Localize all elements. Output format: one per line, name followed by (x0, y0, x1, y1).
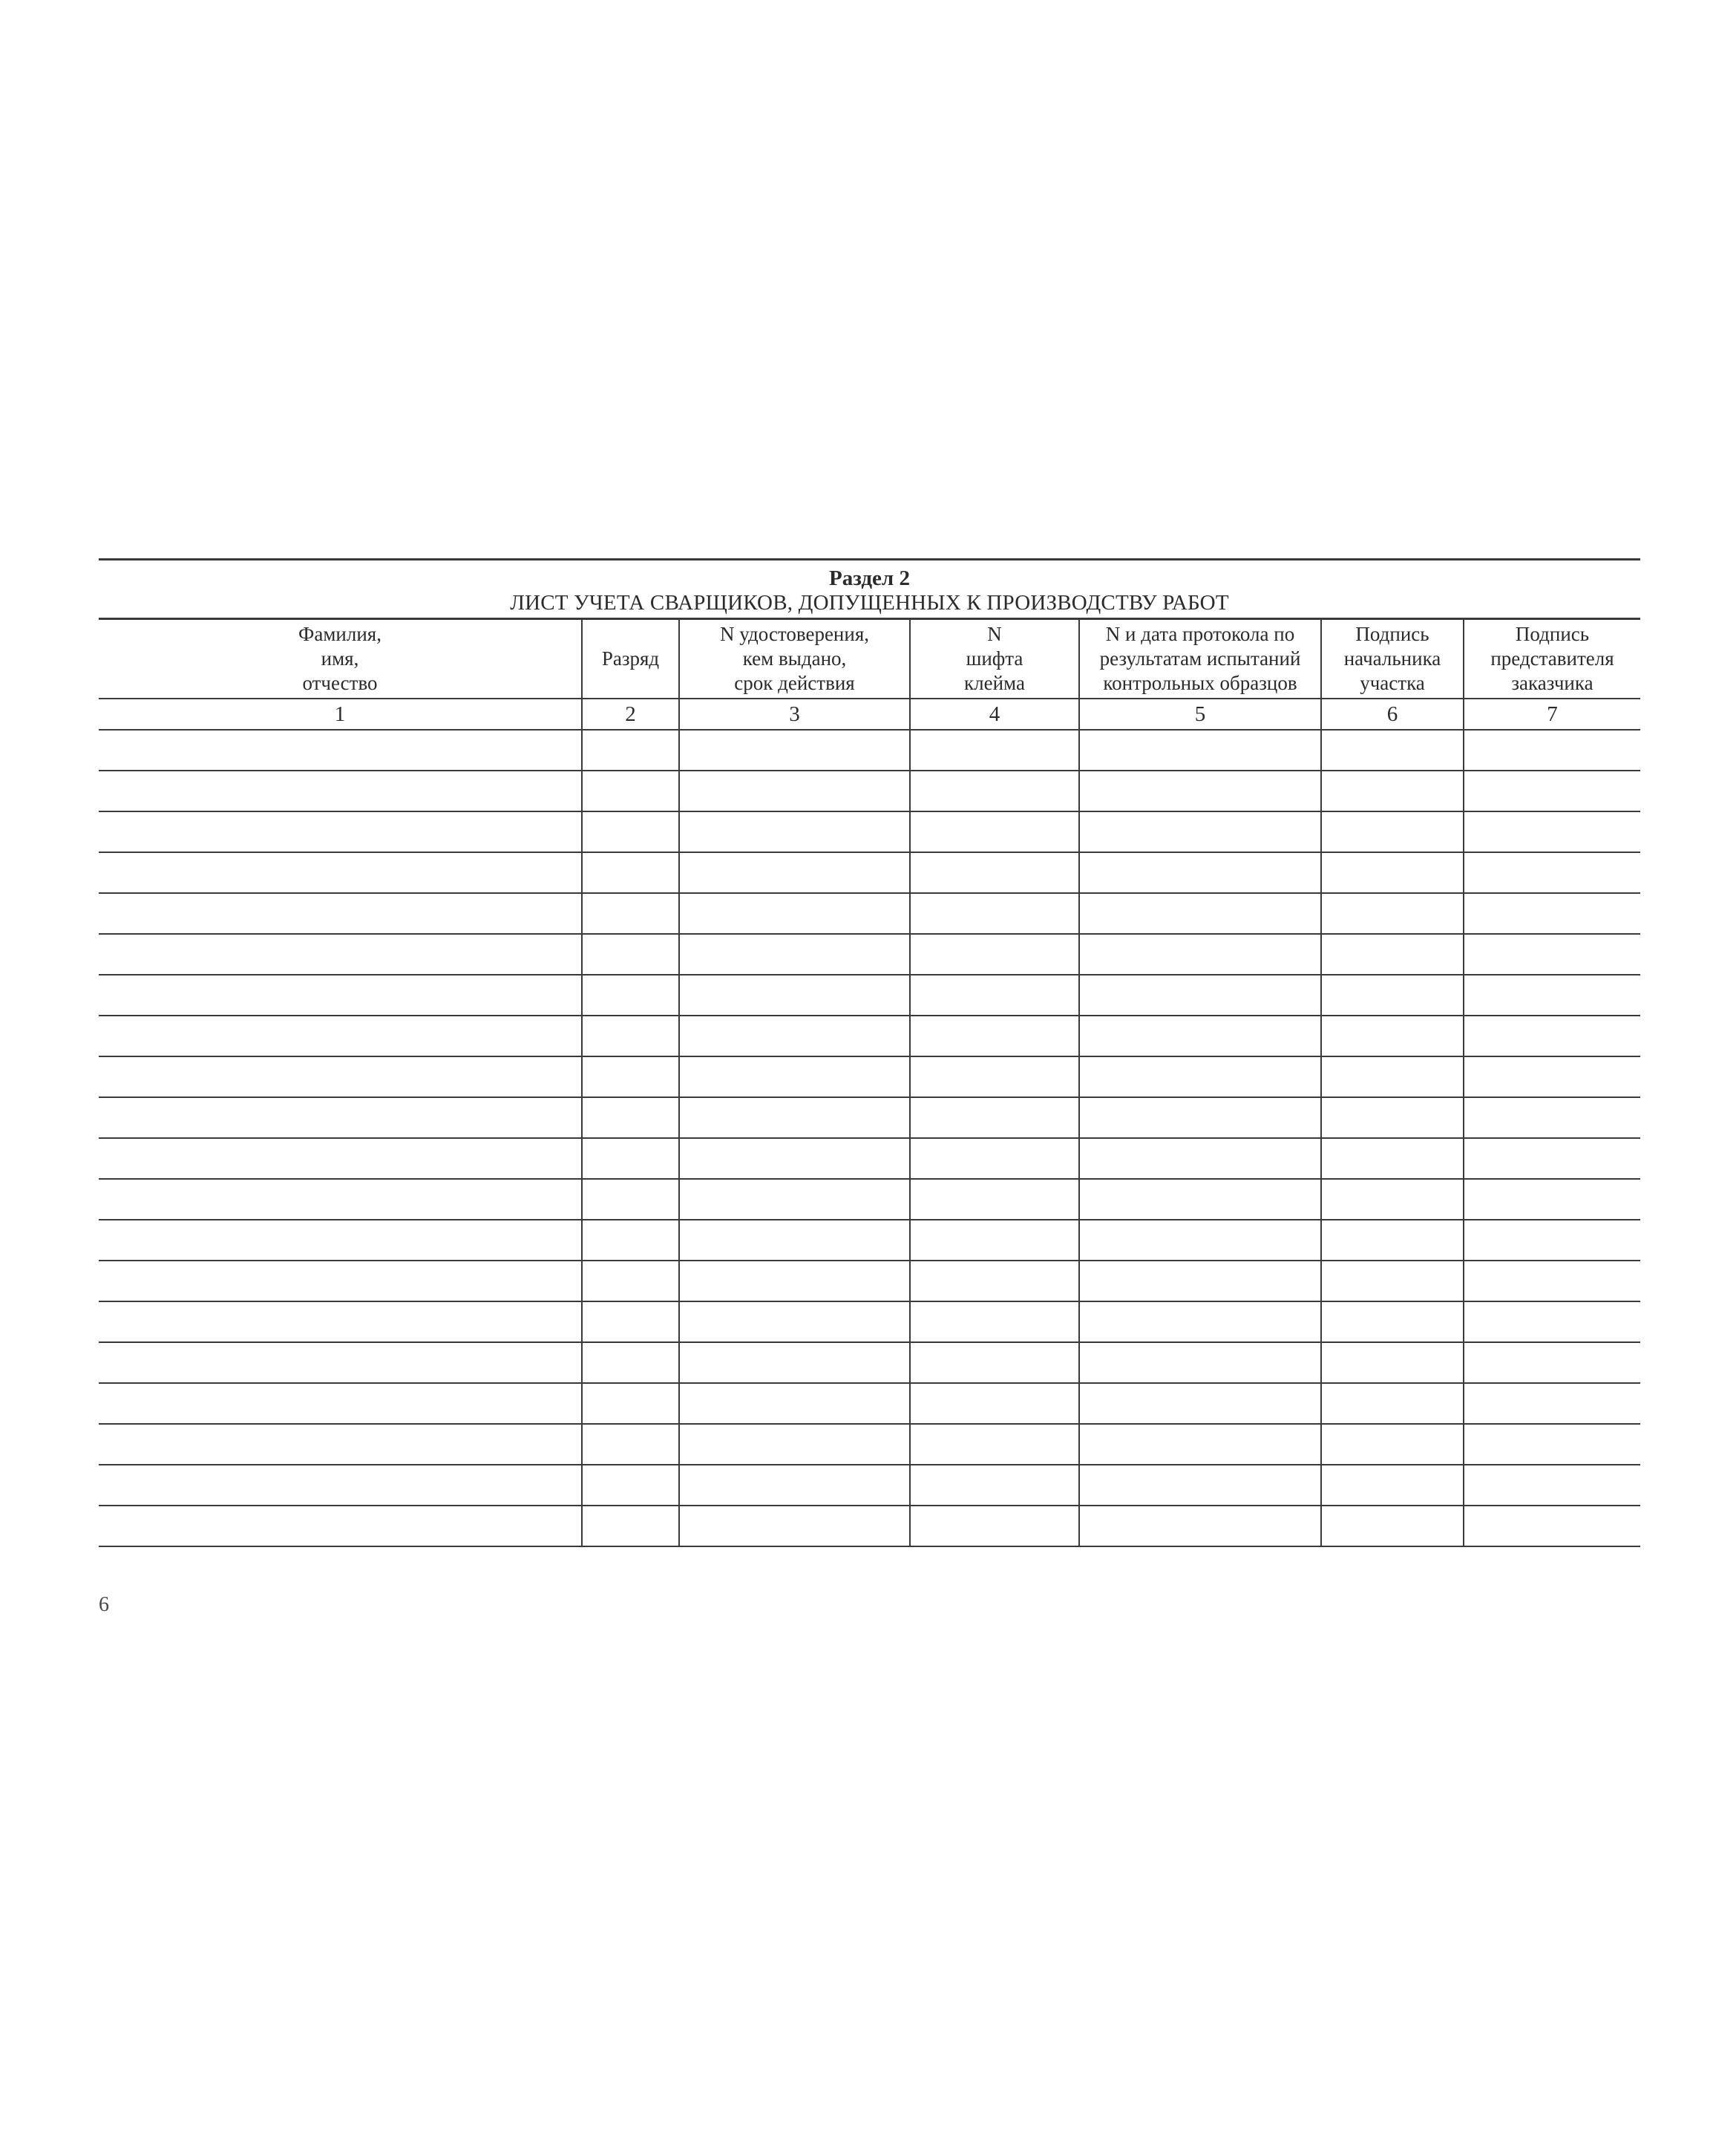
table-cell[interactable] (582, 1138, 679, 1179)
column-header-line: участка (1360, 672, 1425, 694)
table-cell[interactable] (1079, 1342, 1321, 1383)
table-cell[interactable] (99, 893, 582, 934)
table-cell[interactable] (1079, 934, 1321, 975)
column-header-line: заказчика (1511, 672, 1593, 694)
column-header-1 (99, 619, 582, 699)
column-header-line: Подпись (1515, 623, 1590, 645)
table-cell[interactable] (910, 1506, 1079, 1546)
table-cell[interactable] (679, 1016, 910, 1056)
table-cell[interactable] (1464, 1138, 1640, 1179)
table-cell[interactable] (582, 771, 679, 811)
table-cell[interactable] (910, 893, 1079, 934)
table-cell[interactable] (1464, 771, 1640, 811)
table-row (99, 771, 1640, 811)
table-cell[interactable] (910, 730, 1079, 771)
table-cell[interactable] (1321, 1301, 1464, 1342)
column-number-1: 1 (99, 699, 582, 730)
table-cell[interactable] (1464, 1261, 1640, 1301)
table-cell[interactable] (1464, 730, 1640, 771)
table-cell[interactable] (99, 730, 582, 771)
table-cell[interactable] (679, 975, 910, 1016)
table-row (99, 1220, 1640, 1261)
column-header-7 (1464, 619, 1640, 699)
column-number-6: 6 (1321, 699, 1464, 730)
table-cell[interactable] (1321, 1220, 1464, 1261)
table-cell[interactable] (1321, 1424, 1464, 1465)
table-cell[interactable] (99, 852, 582, 893)
table-cell[interactable] (1321, 1097, 1464, 1138)
column-header-line: N удостоверения, (719, 623, 869, 645)
column-number-3: 3 (679, 699, 910, 730)
table-cell[interactable] (582, 1179, 679, 1220)
table-row (99, 1179, 1640, 1220)
table-row (99, 811, 1640, 852)
table-cell[interactable] (1079, 893, 1321, 934)
table-cell[interactable] (910, 811, 1079, 852)
table-cell[interactable] (910, 934, 1079, 975)
table-cell[interactable] (1321, 730, 1464, 771)
table-cell[interactable] (1321, 975, 1464, 1016)
table-row (99, 1261, 1640, 1301)
table-cell[interactable] (99, 1424, 582, 1465)
table-cell[interactable] (679, 1138, 910, 1179)
column-header-line: срок действия (734, 672, 855, 694)
column-header-line: отчество (302, 672, 378, 694)
table-cell[interactable] (679, 730, 910, 771)
table-cell[interactable] (1464, 852, 1640, 893)
column-header-line: N и дата протокола по (1105, 623, 1295, 645)
table-cell[interactable] (679, 1261, 910, 1301)
table-cell[interactable] (679, 893, 910, 934)
table-row (99, 1383, 1640, 1424)
table-cell[interactable] (679, 1465, 910, 1506)
column-header-line: Фамилия, (298, 623, 381, 645)
table-cell[interactable] (910, 1424, 1079, 1465)
table-cell[interactable] (679, 1301, 910, 1342)
table-cell[interactable] (910, 1301, 1079, 1342)
table-cell[interactable] (1464, 975, 1640, 1016)
table-row (99, 1465, 1640, 1506)
table-cell[interactable] (99, 1016, 582, 1056)
table-cell[interactable] (1321, 1261, 1464, 1301)
table-cell[interactable] (1079, 1465, 1321, 1506)
column-header-line: шифта (966, 647, 1023, 670)
table-cell[interactable] (910, 1261, 1079, 1301)
table-cell[interactable] (582, 1261, 679, 1301)
table-row (99, 1301, 1640, 1342)
column-header-line: начальника (1343, 647, 1441, 670)
table-cell[interactable] (1079, 1383, 1321, 1424)
table-cell[interactable] (99, 934, 582, 975)
column-header-5 (1079, 619, 1321, 699)
table-cell[interactable] (1464, 811, 1640, 852)
table-cell[interactable] (1079, 1138, 1321, 1179)
table-cell[interactable] (99, 771, 582, 811)
table-cell[interactable] (1079, 730, 1321, 771)
table-row (99, 852, 1640, 893)
table-cell[interactable] (1321, 852, 1464, 893)
column-headers (99, 619, 1640, 699)
table-cell[interactable] (99, 1261, 582, 1301)
table-cell[interactable] (582, 1424, 679, 1465)
table-cell[interactable] (582, 1383, 679, 1424)
table-cell[interactable] (910, 1383, 1079, 1424)
table-cell[interactable] (1321, 1056, 1464, 1097)
welders-record-sheet (99, 558, 1640, 1547)
table-cell[interactable] (910, 1097, 1079, 1138)
table-cell[interactable] (99, 1301, 582, 1342)
table-cell[interactable] (1079, 771, 1321, 811)
table-cell[interactable] (910, 771, 1079, 811)
column-header-line: кем выдано, (742, 647, 847, 670)
table-row (99, 934, 1640, 975)
table-cell[interactable] (910, 1220, 1079, 1261)
table-cell[interactable] (910, 1056, 1079, 1097)
column-header-line: имя, (321, 647, 359, 670)
table-cell[interactable] (1464, 1301, 1640, 1342)
table-cell[interactable] (1464, 1342, 1640, 1383)
column-header-6 (1321, 619, 1464, 699)
table-cell[interactable] (1321, 1179, 1464, 1220)
table-cell[interactable] (679, 1383, 910, 1424)
column-header-line: Разряд (601, 647, 660, 670)
table-cell[interactable] (1464, 1097, 1640, 1138)
table-cell[interactable] (99, 811, 582, 852)
table-cell[interactable] (1079, 1301, 1321, 1342)
table-row (99, 1138, 1640, 1179)
table-cell[interactable] (1464, 893, 1640, 934)
table-row (99, 1424, 1640, 1465)
table-row (99, 1342, 1640, 1383)
column-header-line: представителя (1490, 647, 1614, 670)
table-cell[interactable] (1079, 1056, 1321, 1097)
table-cell[interactable] (99, 1506, 582, 1546)
table-cell[interactable] (679, 934, 910, 975)
table-cell[interactable] (1321, 1383, 1464, 1424)
table-cell[interactable] (679, 1220, 910, 1261)
section-label: Раздел 2 (829, 566, 910, 590)
table-cell[interactable] (582, 1506, 679, 1546)
table-cell[interactable] (582, 893, 679, 934)
table-cell[interactable] (910, 1342, 1079, 1383)
table-cell[interactable] (679, 1097, 910, 1138)
table-cell[interactable] (1321, 771, 1464, 811)
table-row (99, 730, 1640, 771)
table-cell[interactable] (679, 1342, 910, 1383)
table-cell[interactable] (679, 1424, 910, 1465)
table-cell[interactable] (679, 852, 910, 893)
table-cell[interactable] (1464, 1506, 1640, 1546)
table-cell[interactable] (1321, 934, 1464, 975)
table-cell[interactable] (99, 1097, 582, 1138)
column-number-4: 4 (910, 699, 1079, 730)
table-cell[interactable] (582, 1056, 679, 1097)
table-cell[interactable] (1321, 1506, 1464, 1546)
table-cell[interactable] (582, 1465, 679, 1506)
table-cell[interactable] (582, 1220, 679, 1261)
column-header-2 (582, 619, 679, 699)
table-cell[interactable] (679, 1506, 910, 1546)
table-cell[interactable] (1079, 1261, 1321, 1301)
table-cell[interactable] (679, 1056, 910, 1097)
table-cell[interactable] (1079, 1424, 1321, 1465)
column-header-line: клейма (964, 672, 1025, 694)
table-cell[interactable] (1321, 811, 1464, 852)
table-cell[interactable] (1464, 1220, 1640, 1261)
table-cell[interactable] (99, 975, 582, 1016)
table-cell[interactable] (1079, 1016, 1321, 1056)
table-cell[interactable] (910, 1016, 1079, 1056)
table-cell[interactable] (910, 1179, 1079, 1220)
table-cell[interactable] (582, 852, 679, 893)
column-number-5: 5 (1079, 699, 1321, 730)
table-cell[interactable] (1079, 1179, 1321, 1220)
table-cell[interactable] (582, 1016, 679, 1056)
table-cell[interactable] (1464, 1179, 1640, 1220)
table-cell[interactable] (99, 1342, 582, 1383)
column-header-line: результатам испытаний (1099, 647, 1301, 670)
table-cell[interactable] (1321, 893, 1464, 934)
table-cell[interactable] (99, 1465, 582, 1506)
table-body (99, 730, 1640, 1546)
table-cell[interactable] (582, 811, 679, 852)
table-cell[interactable] (1079, 1220, 1321, 1261)
column-header-4 (910, 619, 1079, 699)
table-cell[interactable] (679, 1179, 910, 1220)
table-cell[interactable] (910, 975, 1079, 1016)
column-number-7: 7 (1464, 699, 1640, 730)
table-row (99, 1506, 1640, 1546)
table-cell[interactable] (99, 1220, 582, 1261)
table-cell[interactable] (1079, 1506, 1321, 1546)
table-cell[interactable] (582, 1301, 679, 1342)
table-cell[interactable] (582, 1097, 679, 1138)
table-row (99, 1056, 1640, 1097)
table-cell[interactable] (1321, 1342, 1464, 1383)
table-cell[interactable] (99, 1383, 582, 1424)
table-cell[interactable] (1321, 1138, 1464, 1179)
table-cell[interactable] (1079, 811, 1321, 852)
column-header-line: N (987, 623, 1002, 645)
table-cell[interactable] (582, 1342, 679, 1383)
table-cell[interactable] (582, 975, 679, 1016)
table-cell[interactable] (910, 1138, 1079, 1179)
table-cell[interactable] (910, 852, 1079, 893)
table-cell[interactable] (1464, 934, 1640, 975)
table-cell[interactable] (1464, 1383, 1640, 1424)
table-cell[interactable] (1321, 1465, 1464, 1506)
table-row (99, 1097, 1640, 1138)
table-cell[interactable] (1464, 1424, 1640, 1465)
table-cell[interactable] (1079, 852, 1321, 893)
table-row (99, 893, 1640, 934)
table-row (99, 1016, 1640, 1056)
welders-table (99, 558, 1640, 1547)
table-cell[interactable] (99, 1138, 582, 1179)
table-row (99, 975, 1640, 1016)
table-cell[interactable] (1464, 1465, 1640, 1506)
table-cell[interactable] (1464, 1056, 1640, 1097)
table-cell[interactable] (582, 730, 679, 771)
page-number: 6 (99, 1593, 109, 1616)
column-number-2: 2 (582, 699, 679, 730)
table-cell[interactable] (1079, 1097, 1321, 1138)
section-header (99, 560, 1640, 619)
table-cell[interactable] (1079, 975, 1321, 1016)
table-cell[interactable] (679, 771, 910, 811)
section-title: ЛИСТ УЧЕТА СВАРЩИКОВ, ДОПУЩЕННЫХ К ПРОИЗВОДСТВУ РАБОТ (510, 590, 1229, 615)
table-cell[interactable] (910, 1465, 1079, 1506)
table-cell[interactable] (582, 934, 679, 975)
column-header-3 (679, 619, 910, 699)
table-cell[interactable] (99, 1179, 582, 1220)
column-numbers (99, 699, 1640, 730)
column-header-line: контрольных образцов (1103, 672, 1297, 694)
table-cell[interactable] (99, 1056, 582, 1097)
table-cell[interactable] (1464, 1016, 1640, 1056)
table-cell[interactable] (1321, 1016, 1464, 1056)
table-cell[interactable] (679, 811, 910, 852)
column-header-line: Подпись (1355, 623, 1429, 645)
